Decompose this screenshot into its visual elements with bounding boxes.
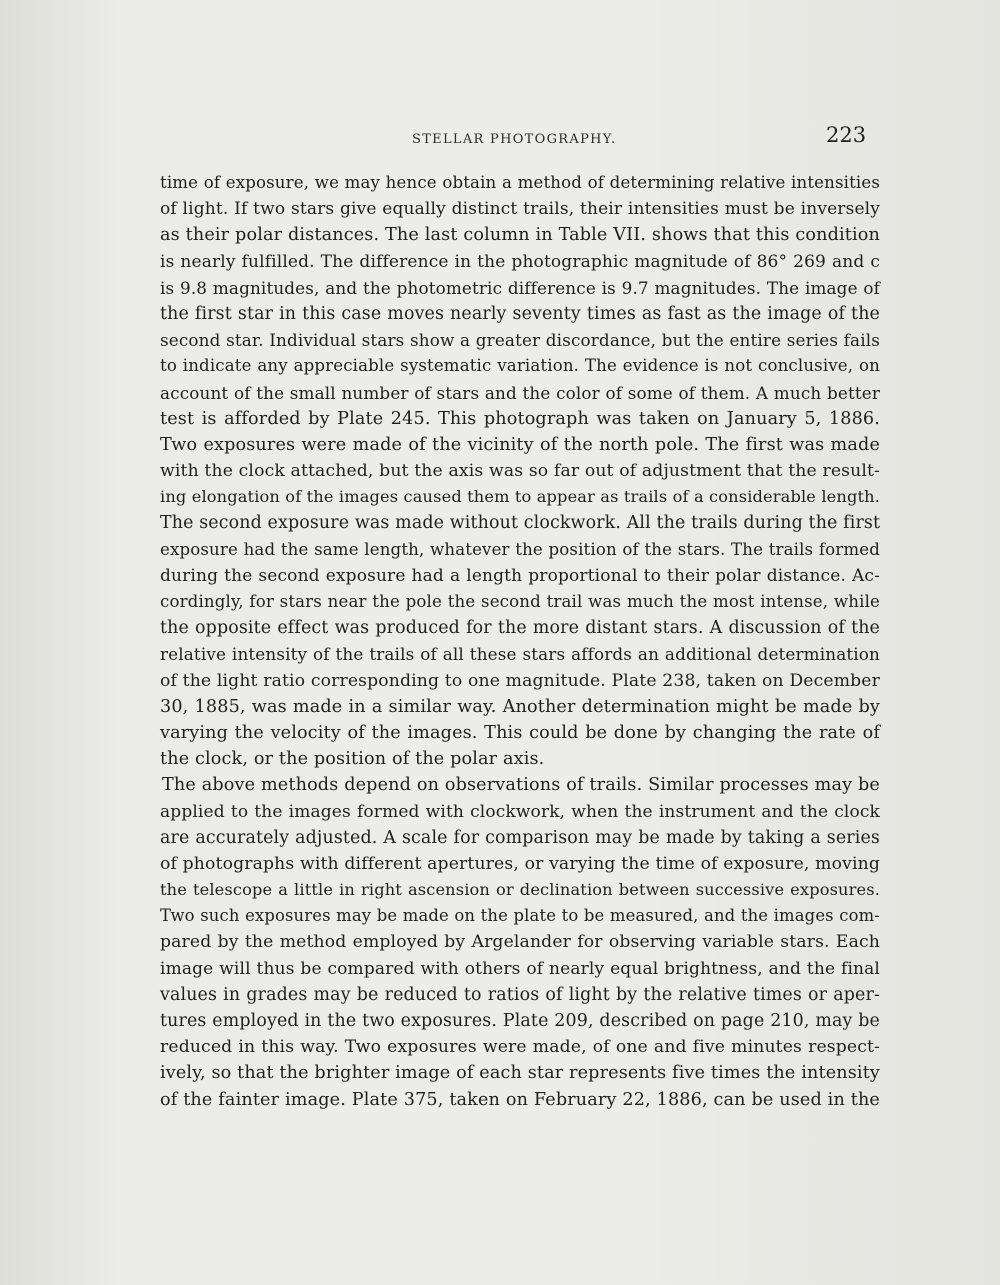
- text-line: of light. If two stars give equally distinct trails, their intensities must be inversely: [160, 199, 880, 220]
- text-line: the first star in this case moves nearly seventy times as fast as the image of the: [160, 303, 880, 324]
- text-line: applied to the images formed with clockwork, when the instrument and the clock: [160, 801, 880, 822]
- body-text: [160, 170, 880, 1113]
- running-title: STELLAR PHOTOGRAPHY.: [412, 132, 617, 147]
- text-line: the clock, or the position of the polar axis.: [160, 749, 545, 770]
- text-line: Two exposures were made of the vicinity of the north pole. The first was made: [160, 434, 880, 455]
- text-line: during the second exposure had a length proportional to their polar distance. Ac-: [160, 565, 880, 586]
- text-line: of the light ratio corresponding to one magnitude. Plate 238, taken on December: [160, 670, 880, 691]
- text-line: values in grades may be reduced to ratios of light by the relative times or aper-: [160, 984, 880, 1005]
- text-line: of the fainter image. Plate 375, taken on February 22, 1886, can be used in the: [160, 1089, 880, 1110]
- text-line: relative intensity of the trails of all these stars affords an additional determination: [160, 644, 880, 665]
- text-line: cordingly, for stars near the pole the second trail was much the most intense, while: [160, 592, 880, 611]
- text-line: exposure had the same length, whatever the position of the stars. The trails formed: [160, 539, 880, 559]
- text-line: varying the velocity of the images. This could be done by changing the rate of: [160, 722, 880, 743]
- text-line: to indicate any appreciable systematic variation. The evidence is not conclusive, on: [160, 356, 880, 376]
- text-line: time of exposure, we may hence obtain a method of determining relative intensities: [160, 173, 880, 192]
- text-line: The second exposure was made without clockwork. All the trails during the first: [160, 513, 881, 534]
- text-line: tures employed in the two exposures. Plate 209, described on page 210, may be: [160, 1011, 880, 1031]
- text-line: second star. Individual stars show a greater discordance, but the entire series fails: [160, 330, 880, 351]
- text-line: of photographs with different apertures, or varying the time of exposure, moving: [160, 853, 880, 874]
- text-line: account of the small number of stars and the color of some of them. A much better: [160, 382, 880, 403]
- text-line: ively, so that the brighter image of each star represents five times the intensity: [160, 1063, 880, 1084]
- text-line: ing elongation of the images caused them to appear as trails of a considerable length.: [160, 487, 880, 507]
- text-line: the opposite effect was produced for the more distant stars. A discussion of the: [160, 618, 880, 639]
- text-line: with the clock attached, but the axis was so far out of adjustment that the result-: [160, 461, 880, 482]
- text-line: test is afforded by Plate 245. This photograph was taken on January 5, 1886.: [160, 408, 880, 429]
- text-line: the telescope a little in right ascension or declination between successive exposures.: [160, 880, 880, 900]
- text-line: pared by the method employed by Argelander for observing variable stars. Each: [160, 932, 880, 953]
- text-line: is 9.8 magnitudes, and the photometric difference is 9.7 magnitudes. The image of: [160, 277, 880, 298]
- text-line: Two such exposures may be made on the plate to be measured, and the images com-: [160, 906, 880, 926]
- text-line: The above methods depend on observations of trails. Similar processes may be: [162, 775, 880, 796]
- text-line: as their polar distances. The last column in Table VII. shows that this condition: [160, 225, 880, 246]
- text-line: is nearly fulfilled. The difference in the photographic magnitude of 86° 269 and c: [160, 251, 880, 272]
- page-number: 223: [826, 123, 867, 147]
- text-line: are accurately adjusted. A scale for comparison may be made by taking a series: [160, 827, 880, 848]
- text-line: reduced in this way. Two exposures were made, of one and five minutes respect-: [160, 1037, 880, 1058]
- text-line: 30, 1885, was made in a similar way. Another determination might be made by: [160, 696, 880, 717]
- text-line: image will thus be compared with others of nearly equal brightness, and the final: [160, 958, 880, 979]
